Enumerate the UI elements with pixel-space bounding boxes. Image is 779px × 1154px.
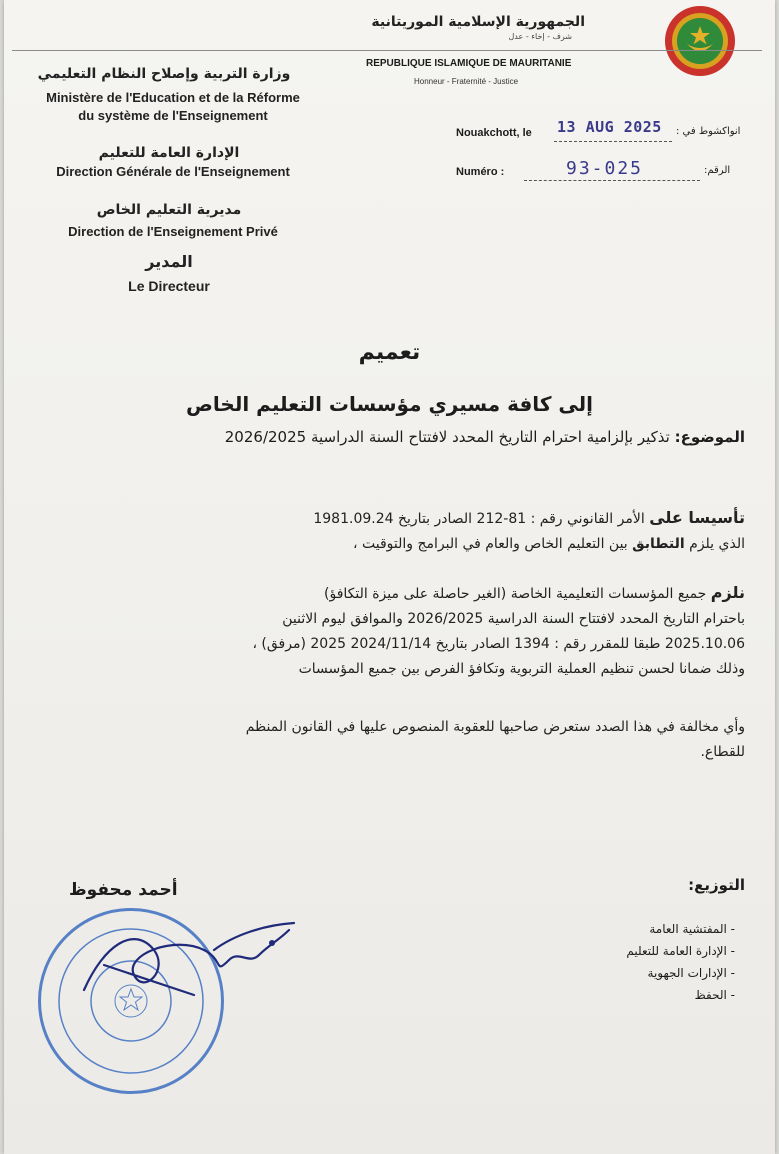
subject-label: الموضوع: [674, 428, 745, 446]
paragraph-1-line-1: تأسيسا على الأمر القانوني رقم : 81-212 الصادر بتاريخ 1981.09.24 [313, 508, 745, 527]
header-rule [12, 50, 762, 51]
number-label-ar: الرقم: [704, 165, 731, 176]
subject-text: تذكير بإلزامية احترام التاريخ المحدد لافتتاح السنة الدراسية 2026/2025 [224, 428, 670, 446]
paragraph-2-lead: نلزم [710, 583, 745, 602]
paragraph-3 [45, 715, 745, 765]
dg-name-fr: Direction Générale de l'Enseignement [56, 164, 290, 179]
paragraph-1-line-2: الذي يلزم التطابق بين التعليم الخاص والعام في البرامج والتوقيت ، [353, 536, 745, 552]
distribution-item: - المفتشية العامة [649, 922, 735, 936]
paragraph-2-line-1: نلزم جميع المؤسسات التعليمية الخاصة (الغير حاصلة على ميزة التكافؤ) [324, 583, 745, 602]
circular-title: تعميم [358, 340, 421, 365]
ministry-name-fr-line2: du système de l'Enseignement [78, 108, 268, 123]
dept-name-fr: Direction de l'Enseignement Privé [68, 224, 278, 239]
paragraph-3-line-2: للقطاع. [700, 744, 745, 760]
distribution-item: - الحفظ [694, 988, 735, 1002]
document-page [4, 0, 775, 1154]
republic-name-ar: الجمهورية الإسلامية الموريتانية [371, 14, 585, 30]
director-title-ar: المدير [145, 252, 193, 271]
date-dotted-line [554, 141, 672, 142]
paragraph-1 [45, 505, 745, 557]
national-seal-icon [665, 6, 735, 76]
addressee-line: إلى كافة مسيري مؤسسات التعليم الخاص [185, 392, 594, 416]
dg-name-ar: الإدارة العامة للتعليم [98, 145, 240, 161]
paragraph-2-line-2: باحترام التاريخ المحدد لافتتاح السنة الدراسية 2026/2025 والموافق ليوم الاثنين [282, 611, 745, 627]
distribution-title: التوزيع: [688, 876, 745, 894]
paragraph-2-line-3: 2025.10.06 طبقا للمقرر رقم : 1394 الصادر بتاريخ 2024/11/14 2025 (مرفق) ، [252, 636, 745, 652]
date-label-ar: انواكشوط في : [676, 126, 741, 137]
motto-ar: شرف - إخاء - عدل [508, 32, 572, 41]
paragraph-3-line-1: وأي مخالفة في هذا الصدد ستعرض صاحبها للعقوبة المنصوص عليها في القانون المنظم [245, 719, 745, 735]
paragraph-2-line-4: وذلك ضمانا لحسن تنظيم العملية التربوية وتكافؤ الفرص بين جميع المؤسسات [298, 661, 745, 677]
date-label-fr: Nouakchott, le [456, 127, 532, 139]
director-title-fr: Le Directeur [128, 278, 210, 294]
subject-line [65, 428, 745, 446]
dept-name-ar: مديرية التعليم الخاص [96, 202, 242, 218]
number-label-fr: Numéro : [456, 166, 505, 178]
handwritten-signature [64, 905, 314, 1015]
distribution-item: - الإدارة العامة للتعليم [626, 944, 735, 958]
distribution-item: - الإدارات الجهوية [647, 966, 735, 980]
paragraph-1-lead: تأسيسا على [649, 508, 745, 527]
number-stamp: 93-025 [566, 158, 644, 179]
number-dotted-line [524, 180, 700, 181]
motto-fr: Honneur - Fraternité - Justice [414, 77, 519, 86]
ministry-name-ar: وزارة التربية وإصلاح النظام التعليمي [37, 66, 291, 82]
signatory-name: أحمد محفوظ [69, 880, 178, 900]
paragraph-2 [45, 580, 745, 682]
date-stamp: 13 AUG 2025 [557, 118, 662, 136]
ministry-name-fr-line1: Ministère de l'Education et de la Réforme [46, 90, 300, 105]
republic-name-fr: REPUBLIQUE ISLAMIQUE DE MAURITANIE [366, 58, 572, 69]
